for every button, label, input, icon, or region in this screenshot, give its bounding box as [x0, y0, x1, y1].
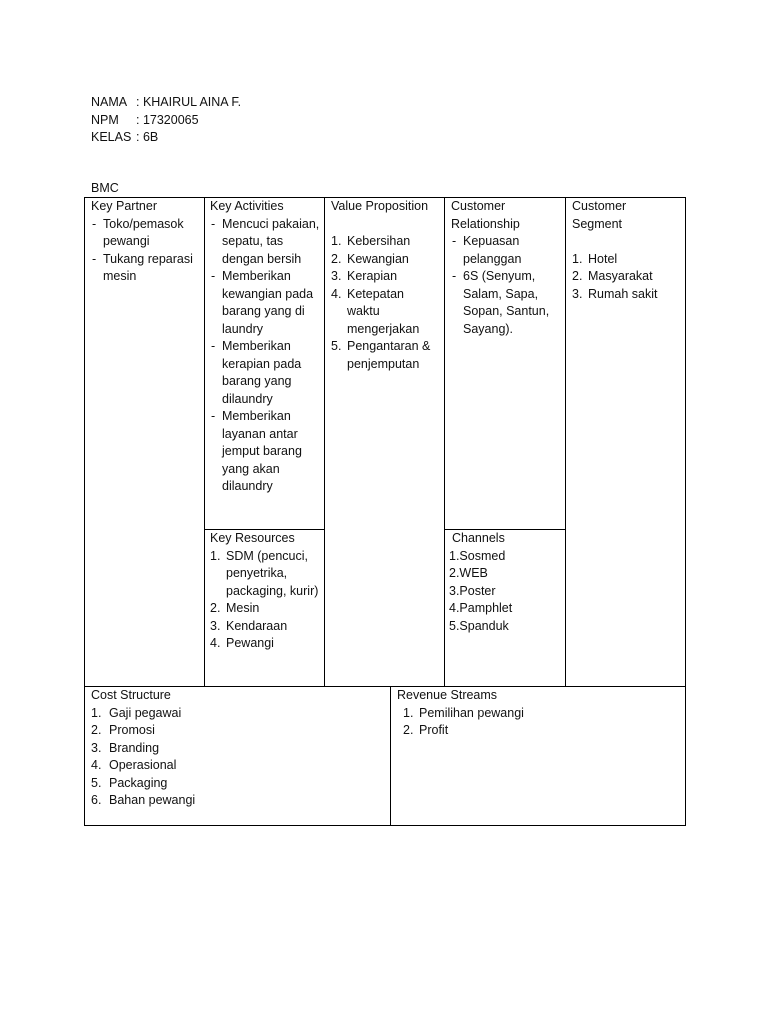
list-item: 1. Gaji pegawai: [91, 705, 182, 720]
npm-value: : 17320065: [136, 112, 199, 127]
bmc-title: BMC: [91, 181, 119, 195]
list-item: 6. Bahan pewangi: [91, 793, 196, 807]
list-item: 3. Branding: [91, 740, 160, 755]
list-item: 2.WEB: [449, 566, 488, 580]
list-item: 1. Pemilihan pewangi: [403, 705, 524, 720]
name-value: : KHAIRUL AINA F.: [136, 95, 242, 109]
key-partner-cell: [84, 197, 205, 687]
list-item: - Kepuasan pelanggan: [451, 233, 561, 268]
student-info: [91, 94, 241, 147]
key-resources-cell: [204, 529, 325, 687]
list-item: 4. Pewangi: [210, 636, 274, 650]
list-item: - Memberikan kerapian pada barang yang dilaundry: [210, 338, 320, 408]
customer-segment-list: [572, 251, 681, 304]
npm-row: [91, 112, 241, 130]
list-item: 3. Kendaraan: [210, 618, 288, 633]
value-proposition-title: Value Proposition: [331, 199, 429, 213]
name-row: [91, 94, 241, 112]
class-row: [91, 129, 241, 147]
list-item: 3.Poster: [449, 583, 496, 598]
list-item: 3. Kerapian: [331, 269, 398, 283]
cost-structure-cell: [84, 686, 391, 826]
revenue-streams-list: [397, 705, 681, 740]
revenue-streams-title: Revenue Streams: [397, 688, 498, 702]
npm-label: NPM: [91, 112, 119, 127]
list-item: 4.Pamphlet: [449, 601, 513, 615]
list-item: - 6S (Senyum, Salam, Sapa, Sopan, Santun, Sayang).: [451, 268, 561, 338]
list-item: 5.Spanduk: [449, 618, 509, 633]
customer-relationship-title: Customer Relationship: [451, 199, 520, 231]
channels-cell: [444, 529, 566, 687]
cost-structure-title: Cost Structure: [91, 688, 171, 702]
customer-segment-title: Customer Segment: [572, 199, 627, 231]
key-partner-title: Key Partner: [91, 199, 158, 213]
list-item: 5. Pengantaran & penjemputan: [331, 339, 431, 371]
class-value: : 6B: [136, 130, 159, 144]
list-item: 1. Kebersihan: [331, 234, 411, 248]
key-partner-list: [91, 216, 200, 286]
key-activities-title: Key Activities: [210, 199, 284, 213]
channels-list: [449, 548, 561, 636]
list-item: 1. Hotel: [572, 251, 618, 266]
list-item: - Toko/pemasok pewangi: [91, 216, 200, 251]
key-resources-list: [210, 548, 320, 653]
list-item: - Memberikan kewangian pada barang yang di laundry: [210, 268, 320, 338]
list-item: 4. Ketepatan waktu mengerjakan: [331, 286, 420, 336]
class-label: KELAS: [91, 130, 132, 144]
list-item: - Memberikan layanan antar jemput barang yang akan dilaundry: [210, 408, 320, 496]
list-item: 2. Promosi: [91, 723, 155, 737]
revenue-streams-cell: [390, 686, 686, 826]
key-resources-title: Key Resources: [210, 531, 295, 545]
list-item: 3. Rumah sakit: [572, 286, 658, 301]
cost-structure-list: [91, 705, 386, 810]
key-activities-cell: [204, 197, 325, 530]
list-item: 2. Kewangian: [331, 251, 409, 266]
channels-title: Channels: [452, 531, 505, 545]
list-item: 4. Operasional: [91, 758, 177, 772]
list-item: 1.Sosmed: [449, 548, 506, 563]
customer-relationship-cell: [444, 197, 566, 530]
value-proposition-cell: [324, 197, 445, 687]
key-activities-list: [210, 216, 320, 496]
list-item: 2. Masyarakat: [572, 269, 653, 283]
list-item: - Mencuci pakaian, sepatu, tas dengan bersih: [210, 216, 320, 269]
customer-segment-cell: [565, 197, 686, 687]
list-item: - Tukang reparasi mesin: [91, 251, 200, 286]
value-proposition-list: [331, 233, 440, 373]
list-item: 5. Packaging: [91, 775, 168, 790]
list-item: 2. Profit: [403, 723, 449, 737]
list-item: 2. Mesin: [210, 601, 260, 615]
name-label: NAMA: [91, 95, 128, 109]
customer-relationship-list: [451, 233, 561, 338]
list-item: 1. SDM (pencuci, penyetrika, packaging, kurir): [210, 548, 319, 598]
